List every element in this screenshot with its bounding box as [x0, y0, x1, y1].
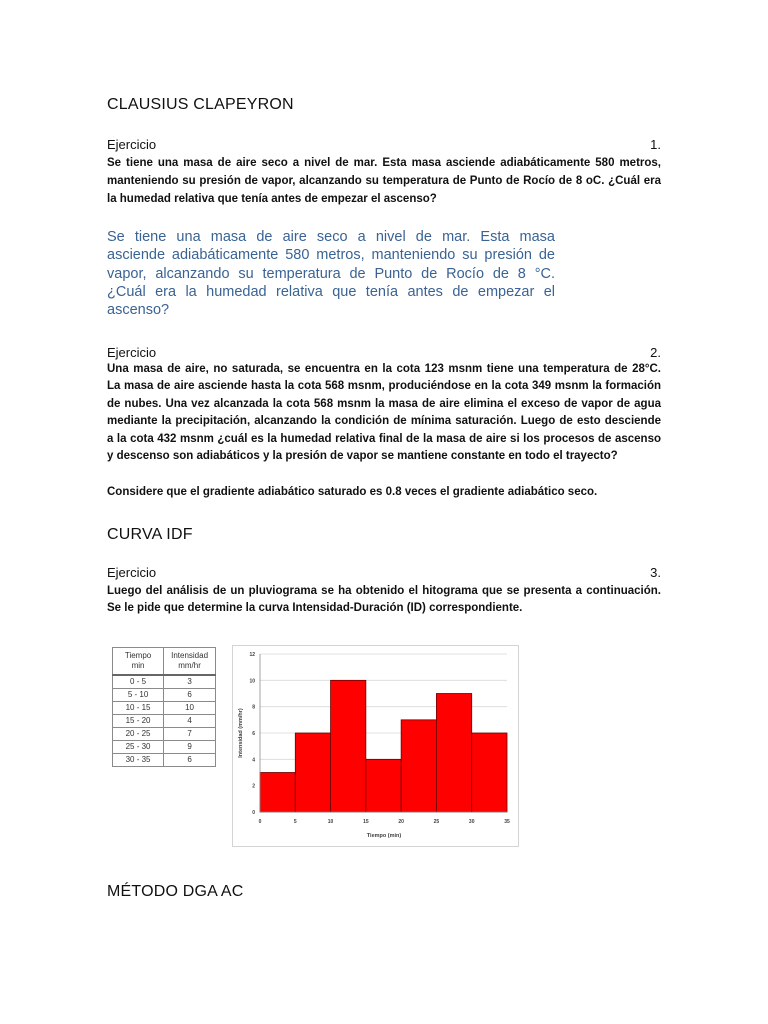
x-axis-label: Tiempo (min) [366, 833, 402, 839]
exercise-2-header [107, 344, 661, 362]
exercise-1-image-text [107, 228, 555, 319]
table-cell: 6 [164, 689, 216, 702]
image-text-line [107, 283, 555, 301]
exercise-number: 2. [650, 345, 661, 360]
image-text-line [107, 265, 555, 283]
image-text-line-content: asciende adiabáticamente 580 metros, manteniendo su presión de [107, 247, 555, 264]
table-cell: 5 - 10 [113, 689, 164, 702]
text-line-content: Se tiene una masa de aire seco a nivel de mar. Esta masa asciende adiabáticamente 580 metros, [107, 157, 661, 169]
histogram-bar [436, 694, 471, 813]
table-cell: 25 - 30 [113, 741, 164, 754]
exercise-1-header [107, 136, 661, 154]
hyetograph-chart-svg [233, 646, 518, 846]
exercise-2-text [107, 361, 661, 465]
table-cell: 3 [164, 675, 216, 689]
table-row [113, 689, 216, 702]
text-line-content: manteniendo su presión de vapor, alcanzando su temperatura de Punto de Rocío de 8 oC. ¿Cuál era [107, 175, 661, 187]
histogram-bar [366, 759, 401, 812]
y-tick-label: 10 [249, 678, 255, 685]
header-line: min [131, 661, 145, 670]
y-tick-label: 4 [252, 757, 255, 764]
table-header-tiempo [113, 648, 164, 676]
table-row [113, 728, 216, 741]
exercise-number: 1. [650, 137, 661, 152]
text-line [107, 448, 661, 465]
x-tick-label: 0 [258, 819, 262, 825]
text-line-content: la humedad relativa que tenía antes de empezar el ascenso? [107, 193, 437, 205]
exercise-label: Ejercicio [107, 345, 157, 360]
idf-data-table [112, 647, 216, 767]
table-cell: 10 - 15 [113, 702, 164, 715]
text-line-content: Se le pide que determine la curva Intensidad-Duración (ID) correspondiente. [107, 602, 523, 615]
table-cell: 15 - 20 [113, 715, 164, 728]
exercise-label: Ejercicio [107, 137, 157, 152]
x-tick-label: 30 [468, 819, 475, 825]
histogram-bar [295, 733, 330, 812]
text-line [107, 190, 661, 208]
section-heading-clausius-clapeyron: CLAUSIUS CLAPEYRON [107, 96, 294, 113]
hyetograph-chart [232, 645, 519, 847]
histogram-bar [260, 773, 295, 813]
table-row [113, 675, 216, 689]
text-line-content: mediante la precipitación, alcanzando la condición de mínima saturación. Luego de esto desciende [107, 415, 661, 428]
table-cell: 6 [164, 754, 216, 767]
x-tick-label: 5 [293, 819, 297, 825]
exercise-number: 3. [650, 565, 661, 580]
exercise-label: Ejercicio [107, 565, 157, 580]
text-line [107, 600, 661, 617]
text-line-content: La masa de aire asciende hasta la cota 568 msnm, produciéndose en la cota 349 msnm la formación [107, 380, 661, 393]
x-tick-label: 35 [504, 819, 510, 825]
text-line [107, 172, 661, 190]
table-cell: 30 - 35 [113, 754, 164, 767]
image-text-line-content: ¿Cuál era la humedad relativa que tenía antes de empezar el [107, 283, 555, 300]
text-line-content: Considere que el gradiente adiabático saturado es 0.8 veces el gradiente adiabático seco. [107, 486, 598, 498]
image-text-line-content: ascenso? [107, 302, 170, 319]
x-tick-label: 10 [327, 819, 334, 825]
text-line [107, 484, 661, 501]
bars [260, 680, 507, 812]
section-heading-metodo-dga-ac: MÉTODO DGA AC [107, 883, 244, 900]
header-line: Intensidad [171, 651, 209, 660]
table-cell: 10 [164, 702, 216, 715]
table-row [113, 741, 216, 754]
text-line-content: a la cota 432 msnm ¿cuál es la humedad relativa final de la masa de aire si los procesos de ascenso [107, 432, 661, 445]
table-row [113, 715, 216, 728]
table-header-row [113, 648, 216, 676]
exercise-3-text [107, 583, 661, 618]
image-text-line-content: vapor, alcanzando su temperatura de Punto de Rocío de 8 °C. [107, 265, 555, 282]
y-tick-label: 8 [252, 704, 255, 711]
section-heading-curva-idf: CURVA IDF [107, 526, 193, 543]
text-line-content: Una masa de aire, no saturada, se encuentra en la cota 123 msnm tiene una temperatura de 28°C. [107, 363, 661, 375]
text-line [107, 154, 661, 172]
image-text-line-content: Se tiene una masa de aire seco a nivel de mar. Esta masa [107, 229, 555, 245]
text-line [107, 396, 661, 413]
image-text-line [107, 246, 555, 264]
table-cell: 9 [164, 741, 216, 754]
histogram-bar [472, 733, 507, 812]
header-line: Tiempo [124, 651, 152, 660]
text-line [107, 378, 661, 395]
text-line [107, 583, 661, 600]
text-line [107, 361, 661, 378]
text-line-content: y descenso son adiabáticos y la presión de vapor se mantiene constante en todo el trayecto? [107, 449, 618, 462]
text-line [107, 431, 661, 448]
table-cell: 4 [164, 715, 216, 728]
y-tick-label: 0 [252, 810, 255, 816]
table-cell: 0 - 5 [113, 675, 164, 689]
text-line-content: de nubes. Una vez alcanzada la cota 568 msnm la masa de aire elimina el exceso de vapor de agua [107, 397, 661, 410]
y-tick-label: 2 [252, 783, 255, 790]
x-tick-label: 25 [433, 819, 440, 825]
y-axis-label: Intensidad (mm/hr) [238, 708, 244, 758]
x-tick-label: 20 [398, 819, 404, 825]
histogram-bar [331, 680, 366, 812]
text-line [107, 413, 661, 430]
table-cell: 7 [164, 728, 216, 741]
image-text-line [107, 228, 555, 246]
y-tick-label: 12 [249, 652, 255, 658]
text-line-content: Luego del análisis de un pluviograma se ha obtenido el hitograma que se presenta a continuación. [107, 585, 661, 597]
header-line: mm/hr [178, 661, 201, 670]
table-cell: 20 - 25 [113, 728, 164, 741]
exercise-1-text [107, 154, 661, 208]
table-header-intensidad [164, 648, 216, 676]
y-tick-label: 6 [252, 731, 255, 737]
table-row [113, 702, 216, 715]
image-text-line [107, 301, 555, 319]
x-tick-label: 15 [363, 819, 369, 825]
exercise-3-header [107, 564, 661, 582]
exercise-2-note [107, 484, 661, 501]
histogram-bar [401, 720, 436, 812]
table-row [113, 754, 216, 767]
